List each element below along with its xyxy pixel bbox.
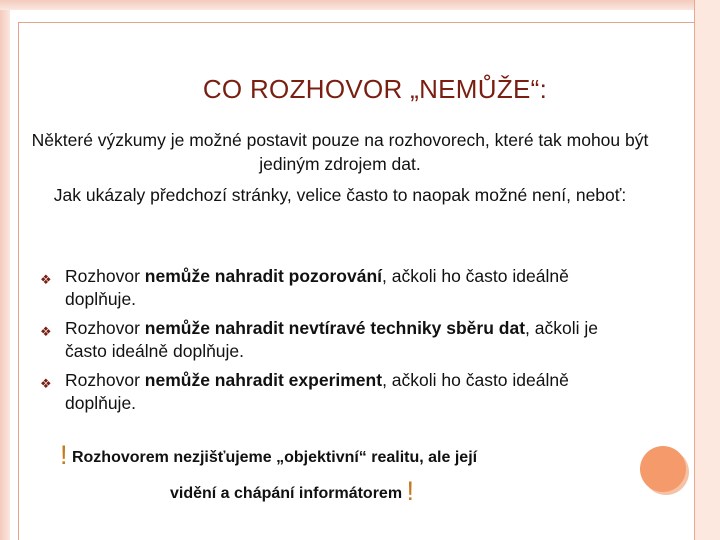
exclamation-mark: !: [60, 440, 68, 470]
intro-paragraph-2: Jak ukázaly předchozí stránky, velice často to naopak možné není, neboť:: [53, 185, 627, 205]
frame-left-band: [0, 0, 10, 540]
bullet-list: [40, 265, 620, 421]
bullet-text-pre: Rozhovor: [65, 266, 145, 286]
bullet-text-pre: Rozhovor: [65, 318, 145, 338]
bullet-text-post: , ačkoli ho často ideálně doplňuje.: [65, 370, 569, 413]
bullet-text-bold: nemůže nahradit pozorování: [144, 266, 383, 286]
note-text-2: vidění a chápání informátorem: [170, 485, 403, 502]
intro-paragraph-1: Některé výzkumy je možné postavit pouze na rozhovorech, které tak mohou být jediným zdrojem dat.: [31, 130, 649, 174]
note-line-1: [60, 440, 620, 471]
bullet-item: [40, 265, 620, 311]
bullet-text-post: , ačkoli je často ideálně doplňuje.: [65, 318, 598, 361]
note-line-2: [170, 476, 720, 507]
bullet-item: [40, 317, 620, 363]
diamond-bullet-icon: ❖: [40, 324, 52, 339]
frame-top-line: [18, 22, 694, 23]
diamond-bullet-icon: ❖: [40, 376, 52, 391]
bullet-item: [40, 369, 620, 415]
bullet-text-bold: nemůže nahradit experiment: [144, 370, 383, 390]
exclamation-mark: !: [406, 476, 415, 506]
slide-title: CO ROZHOVOR „NEMŮŽE“:: [202, 74, 548, 104]
frame-top-band: [0, 0, 720, 10]
frame-right-line: [694, 0, 695, 540]
frame-right-band: [695, 0, 720, 540]
bullet-text-pre: Rozhovor: [65, 370, 145, 390]
bullet-text-bold: nemůže nahradit nevtíravé techniky sběru dat: [144, 318, 526, 338]
bullet-text-post: , ačkoli ho často ideálně doplňuje.: [65, 266, 569, 309]
diamond-bullet-icon: ❖: [40, 272, 52, 287]
note-text-1: Rozhovorem nezjišťujeme „objektivní“ realitu, ale její: [71, 449, 478, 466]
frame-left-line: [18, 22, 19, 540]
